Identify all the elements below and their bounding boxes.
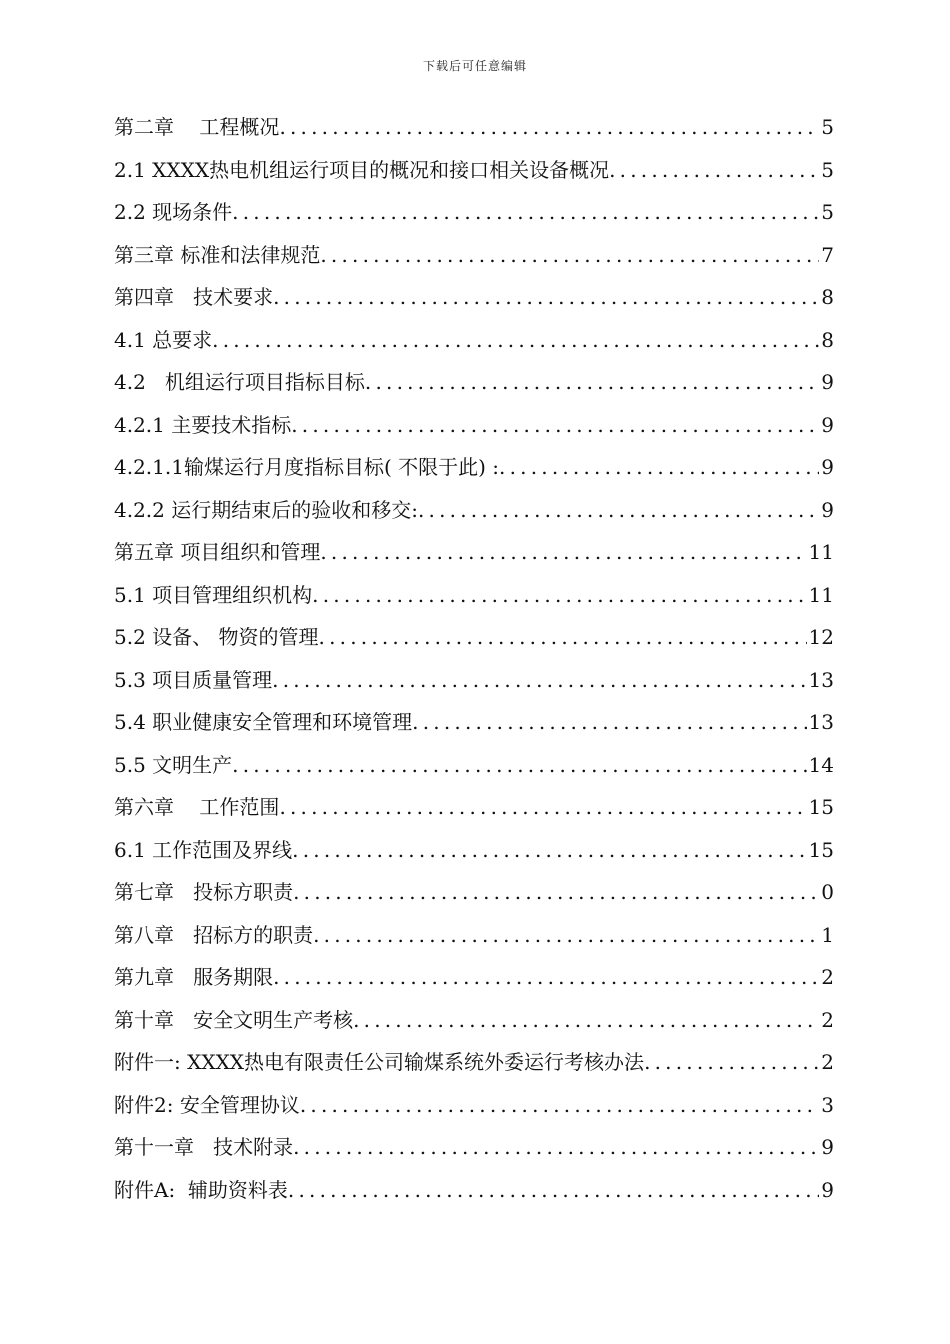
toc-entry[interactable] [114, 149, 834, 192]
toc-entry-label: 附件2: 安全管理协议 [114, 1092, 300, 1117]
toc-entry-page-number: 5 [821, 115, 834, 139]
toc-entry[interactable] [114, 956, 834, 999]
toc-entry-page-number: 11 [808, 540, 834, 564]
toc-entry-label: 4.2.1.1输煤运行月度指标目标( 不限于此) : [114, 455, 500, 479]
toc-entry[interactable] [114, 829, 834, 872]
toc-entry-page-number: 12 [808, 625, 834, 649]
toc-entry-label: 4.2.1 主要技术指标 [114, 412, 292, 437]
toc-entry[interactable] [114, 1084, 834, 1127]
toc-entry[interactable] [114, 361, 834, 404]
toc-entry-label: 5.2 设备、 物资的管理 [114, 625, 319, 649]
toc-entry-label: 第十章 安全文明生产考核 [114, 1007, 354, 1032]
toc-entry-page-number: 9 [821, 412, 834, 437]
toc-entry[interactable] [114, 489, 834, 532]
toc-dot-leader [288, 1169, 819, 1212]
toc-entry-page-number: 2 [821, 1050, 834, 1074]
toc-entry-page-number: 13 [808, 710, 834, 734]
toc-entry[interactable] [114, 616, 834, 659]
toc-entry-label: 第十一章 技术附录 [114, 1135, 294, 1159]
toc-entry-page-number: 14 [808, 752, 834, 777]
toc-entry-page-number: 5 [821, 157, 834, 182]
toc-entry-label: 第八章 招标方的职责 [114, 922, 314, 947]
toc-entry[interactable] [114, 191, 834, 234]
toc-entry-label: 附件一: XXXX热电有限责任公司输煤系统外委运行考核办法 [114, 1050, 645, 1074]
toc-entry[interactable] [114, 871, 834, 914]
toc-dot-leader [293, 1126, 819, 1169]
toc-dot-leader [365, 361, 819, 404]
toc-dot-leader [232, 744, 806, 787]
toc-dot-leader [320, 234, 819, 277]
toc-entry-page-number: 8 [821, 285, 834, 309]
toc-entry-page-number: 2 [821, 1007, 834, 1032]
toc-entry-label: 4.1 总要求 [114, 327, 213, 352]
toc-entry-label: 5.4 职业健康安全管理和环境管理 [114, 710, 413, 734]
toc-entry-page-number: 9 [821, 1135, 834, 1159]
toc-entry[interactable] [114, 786, 834, 829]
toc-entry[interactable] [114, 744, 834, 787]
toc-entry-label: 5.5 文明生产 [114, 752, 233, 777]
toc-entry[interactable] [114, 276, 834, 319]
toc-entry-label: 第五章 项目组织和管理 [114, 540, 321, 564]
toc-entry[interactable] [114, 531, 834, 574]
toc-dot-leader [353, 999, 819, 1042]
toc-entry-label: 2.2 现场条件 [114, 200, 233, 224]
toc-dot-leader [300, 1084, 819, 1127]
toc-dot-leader [291, 404, 819, 447]
toc-entry[interactable] [114, 1041, 834, 1084]
toc-entry-page-number: 2 [821, 965, 834, 989]
toc-entry-page-number: 9 [821, 455, 834, 479]
toc-dot-leader [320, 531, 806, 574]
toc-dot-leader [273, 956, 819, 999]
toc-entry-page-number: 9 [821, 370, 834, 394]
toc-dot-leader [212, 319, 819, 362]
toc-entry-page-number: 7 [821, 242, 834, 267]
toc-dot-leader [313, 914, 819, 957]
toc-entry-label: 第七章 投标方职责 [114, 880, 294, 904]
table-of-contents [114, 106, 834, 1211]
toc-dot-leader [418, 489, 819, 532]
toc-dot-leader [279, 786, 806, 829]
toc-entry-label: 第六章 工作范围 [114, 795, 280, 819]
toc-entry-page-number: 1 [821, 922, 834, 947]
toc-entry-label: 5.3 项目质量管理 [114, 667, 273, 692]
toc-dot-leader [273, 276, 819, 319]
toc-entry[interactable] [114, 446, 834, 489]
toc-entry-label: 5.1 项目管理组织机构 [114, 582, 313, 607]
toc-dot-leader [292, 829, 806, 872]
toc-entry-page-number: 0 [821, 880, 834, 904]
toc-entry[interactable] [114, 234, 834, 277]
toc-entry[interactable] [114, 1126, 834, 1169]
toc-entry[interactable] [114, 999, 834, 1042]
toc-dot-leader [319, 616, 807, 659]
toc-entry[interactable] [114, 574, 834, 617]
toc-entry-label: 4.2.2 运行期结束后的验收和移交: [114, 497, 418, 522]
toc-entry[interactable] [114, 319, 834, 362]
toc-entry-label: 第九章 服务期限 [114, 965, 274, 989]
toc-entry-page-number: 3 [821, 1092, 834, 1117]
toc-entry-label: 6.1 工作范围及界线 [114, 837, 293, 862]
toc-entry-label: 附件A: 辅助资料表 [114, 1177, 288, 1202]
toc-dot-leader [644, 1041, 819, 1084]
toc-dot-leader [279, 106, 819, 149]
toc-entry[interactable] [114, 404, 834, 447]
toc-entry-label: 2.1 XXXX热电机组运行项目的概况和接口相关设备概况 [114, 157, 610, 182]
toc-dot-leader [499, 446, 819, 489]
toc-entry-page-number: 11 [808, 582, 834, 607]
toc-entry-page-number: 5 [821, 200, 834, 224]
toc-dot-leader [412, 701, 806, 744]
toc-dot-leader [272, 659, 806, 702]
toc-entry-label: 4.2 机组运行项目指标目标 [114, 370, 365, 394]
toc-entry-page-number: 13 [808, 667, 834, 692]
page-header: 下载后可任意编辑 [422, 59, 527, 73]
toc-entry-page-number: 15 [808, 837, 834, 862]
toc-dot-leader [312, 574, 806, 617]
toc-entry-page-number: 15 [808, 795, 834, 819]
toc-entry-label: 第二章 工程概况 [114, 115, 280, 139]
toc-entry[interactable] [114, 701, 834, 744]
toc-entry[interactable] [114, 914, 834, 957]
toc-dot-leader [293, 871, 819, 914]
toc-dot-leader [232, 191, 819, 234]
toc-entry[interactable] [114, 106, 834, 149]
toc-entry-page-number: 9 [821, 1177, 834, 1202]
toc-entry-page-number: 8 [821, 327, 834, 352]
toc-entry-label: 第四章 技术要求 [114, 285, 274, 309]
toc-entry[interactable] [114, 659, 834, 702]
toc-entry[interactable] [114, 1169, 834, 1212]
toc-entry-label: 第三章 标准和法律规范 [114, 242, 321, 267]
toc-entry-page-number: 9 [821, 497, 834, 522]
toc-dot-leader [609, 149, 819, 192]
